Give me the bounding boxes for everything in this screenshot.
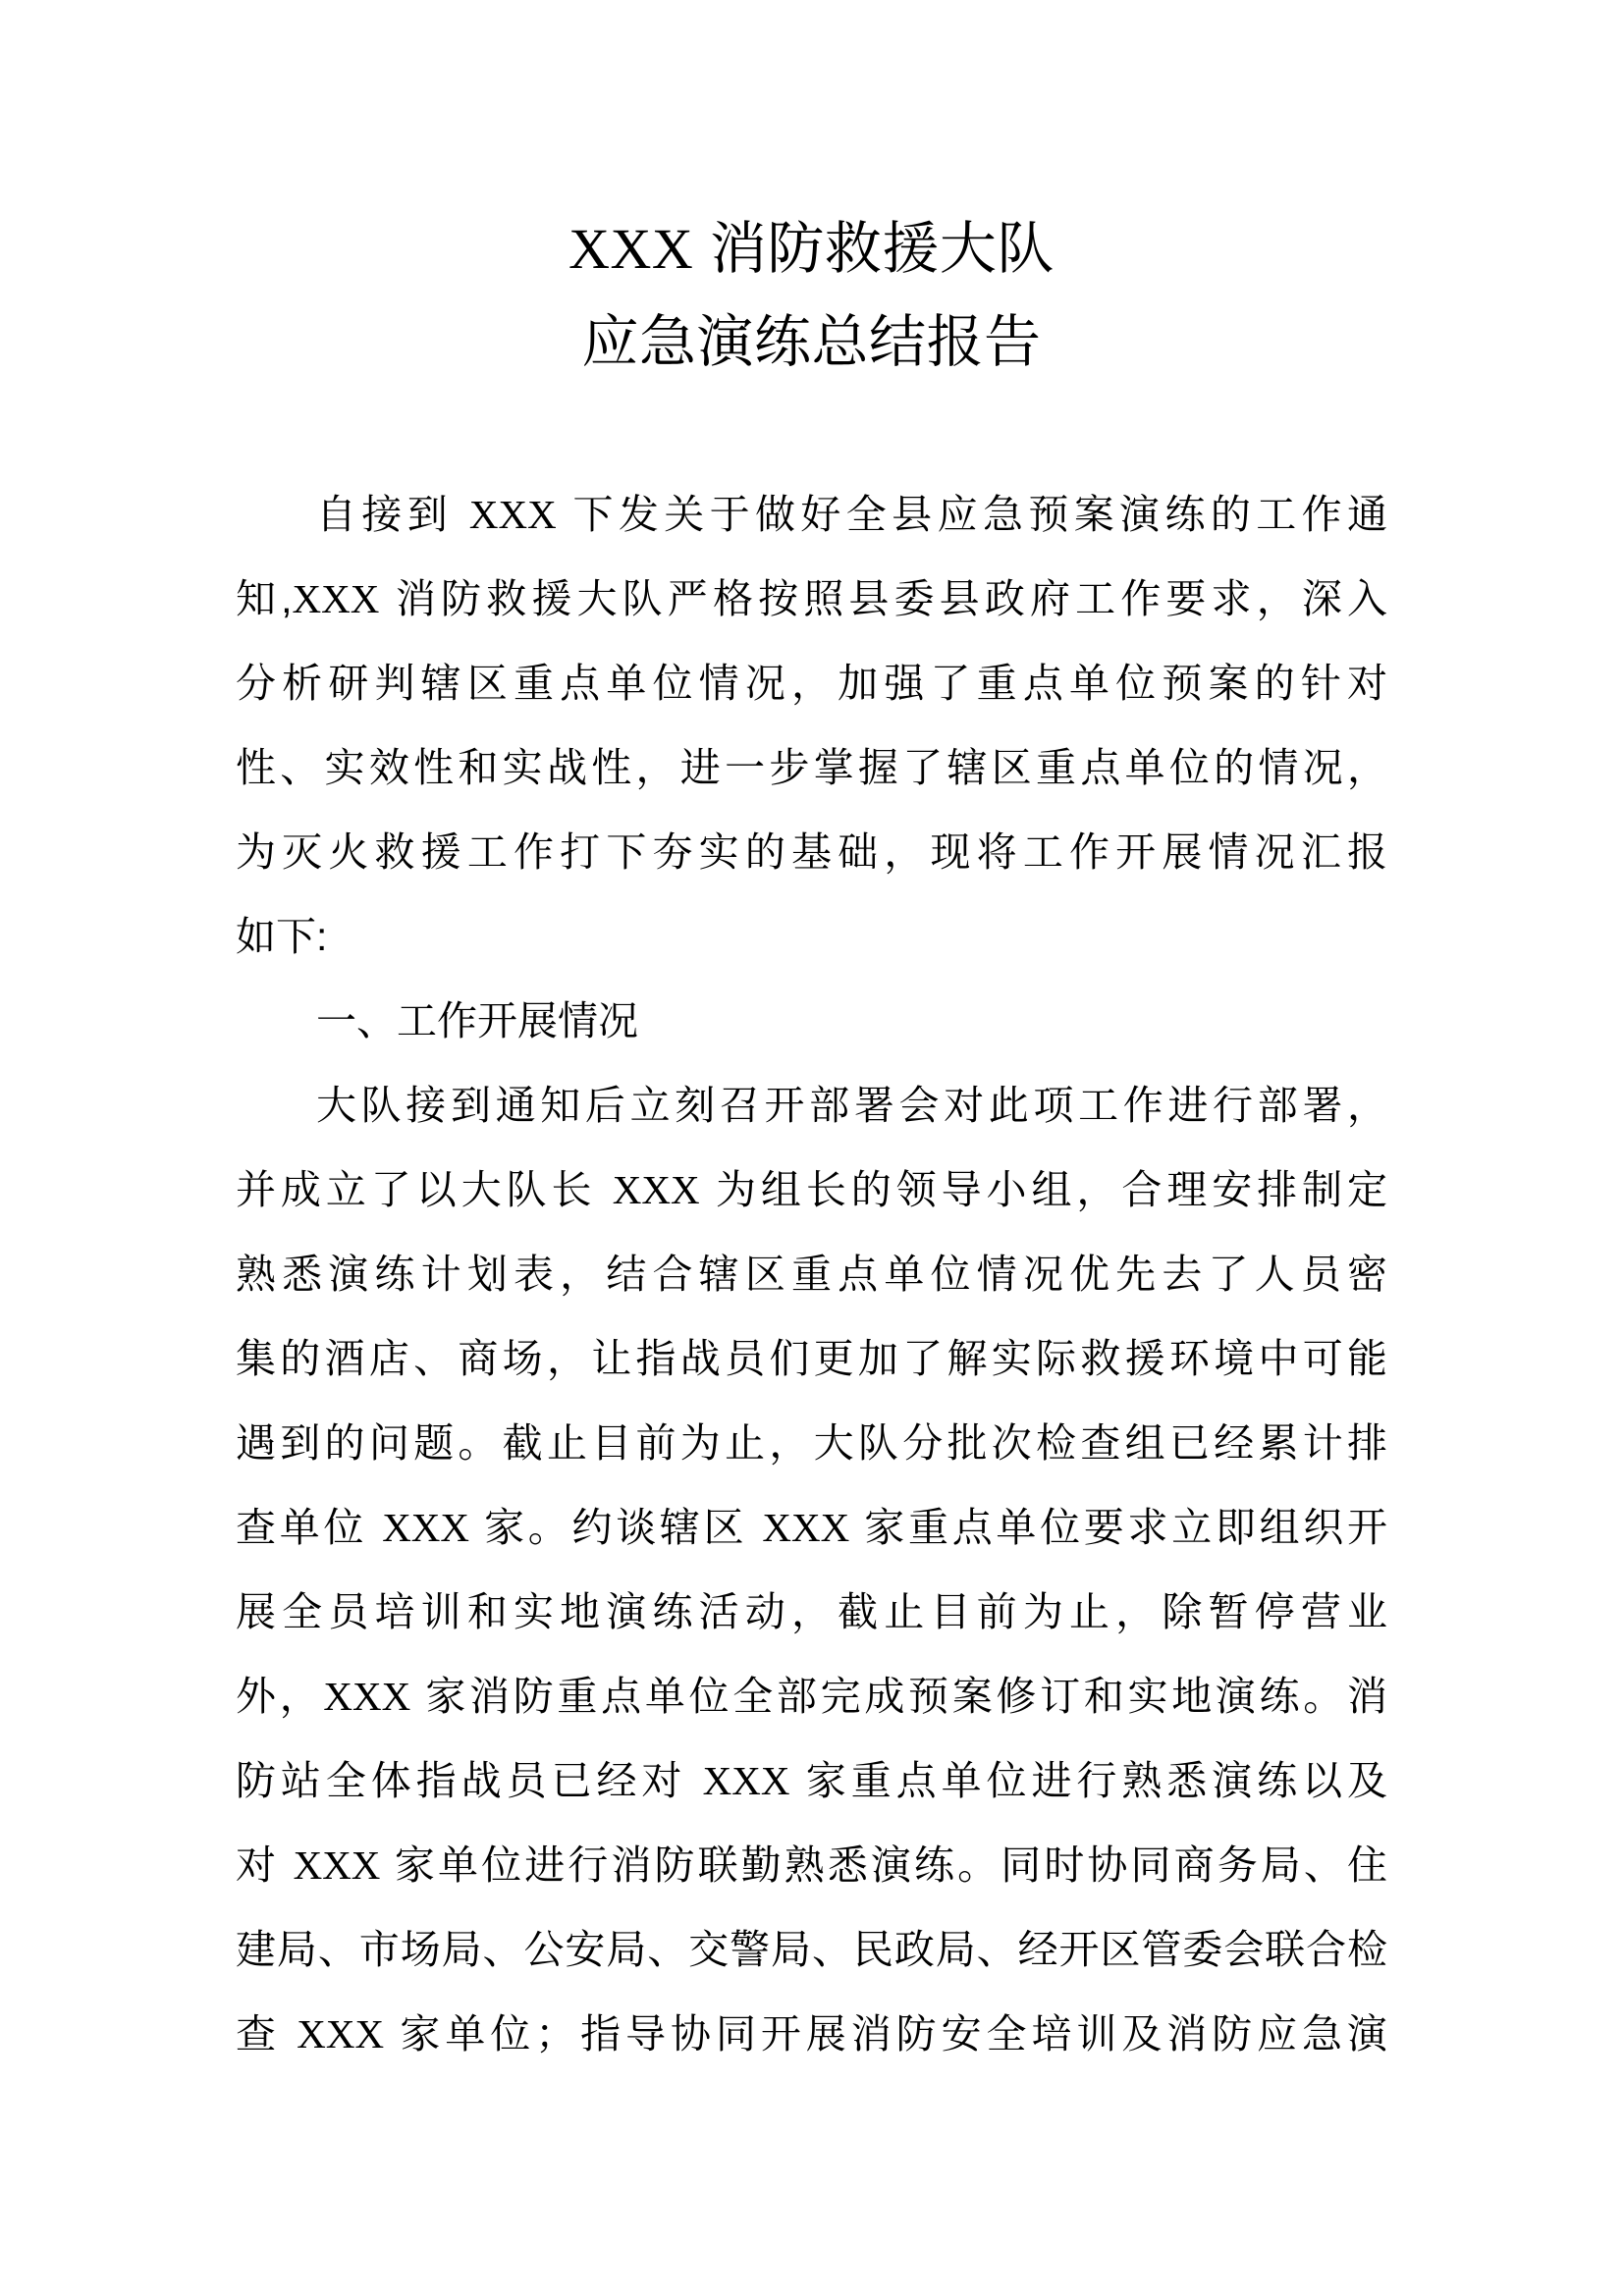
placeholder-xxx: XXX <box>702 1758 790 1803</box>
placeholder-xxx: XXX <box>292 576 380 621</box>
placeholder-xxx: XXX <box>382 1505 470 1550</box>
text-line: 遇到的问题。截止目前为止，大队分批次检查组已经累计排 <box>236 1420 1387 1466</box>
placeholder-xxx: XXX <box>468 492 557 537</box>
text-line: 对 XXX 家单位进行消防联勤熟悉演练。同时协同商务局、住 <box>236 1842 1387 1888</box>
placeholder-xxx: XXX <box>612 1167 700 1212</box>
text-line: 如下: <box>236 914 328 959</box>
text-line: 查 XXX 家单位；指导协同开展消防安全培训及消防应急演 <box>236 2011 1387 2056</box>
placeholder-xxx: XXX <box>297 2011 385 2056</box>
text-line: 并成立了以大队长 XXX 为组长的领导小组，合理安排制定 <box>236 1167 1388 1212</box>
paragraph <box>236 472 1387 979</box>
text-line: 自接到 XXX 下发关于做好全县应急预案演练的工作通 <box>316 492 1387 537</box>
placeholder-xxx: XXX <box>293 1842 381 1888</box>
text-line: 外，XXX 家消防重点单位全部完成预案修订和实地演练。消 <box>236 1674 1388 1719</box>
title-line-2: 应急演练总结报告 <box>581 310 1042 374</box>
placeholder-xxx: XXX <box>323 1674 411 1719</box>
text-line: 分析研判辖区重点单位情况，加强了重点单位预案的针对 <box>236 661 1387 706</box>
text-line: 性、实效性和实战性，进一步掌握了辖区重点单位的情况， <box>236 745 1387 790</box>
text-line: 为灭火救援工作打下夯实的基础，现将工作开展情况汇报 <box>236 829 1387 875</box>
document-title <box>0 202 1623 389</box>
document-body <box>236 472 1387 2076</box>
text-line: 防站全体指战员已经对 XXX 家重点单位进行熟悉演练以及 <box>236 1758 1388 1803</box>
placeholder-xxx: XXX <box>568 217 694 281</box>
title-line-1: XXX 消防救援大队 <box>568 217 1055 281</box>
placeholder-xxx: XXX <box>762 1505 850 1550</box>
text-line: 展全员培训和实地演练活动，截止目前为止，除暂停营业 <box>236 1589 1387 1634</box>
text-line: 集的酒店、商场，让指战员们更加了解实际救援环境中可能 <box>236 1336 1387 1381</box>
text-line: 查单位 XXX 家。约谈辖区 XXX 家重点单位要求立即组织开 <box>236 1505 1387 1550</box>
text-line: 熟悉演练计划表，结合辖区重点单位情况优先去了人员密 <box>236 1252 1387 1297</box>
paragraph <box>236 1063 1387 2076</box>
heading-line: 一、工作开展情况 <box>316 998 638 1043</box>
section-heading <box>236 979 1387 1063</box>
text-line: 建局、市场局、公安局、交警局、民政局、经开区管委会联合检 <box>236 1927 1387 1972</box>
text-line: 知,XXX 消防救援大队严格按照县委县政府工作要求，深入 <box>236 576 1387 621</box>
text-line: 大队接到通知后立刻召开部署会对此项工作进行部署， <box>316 1083 1387 1128</box>
